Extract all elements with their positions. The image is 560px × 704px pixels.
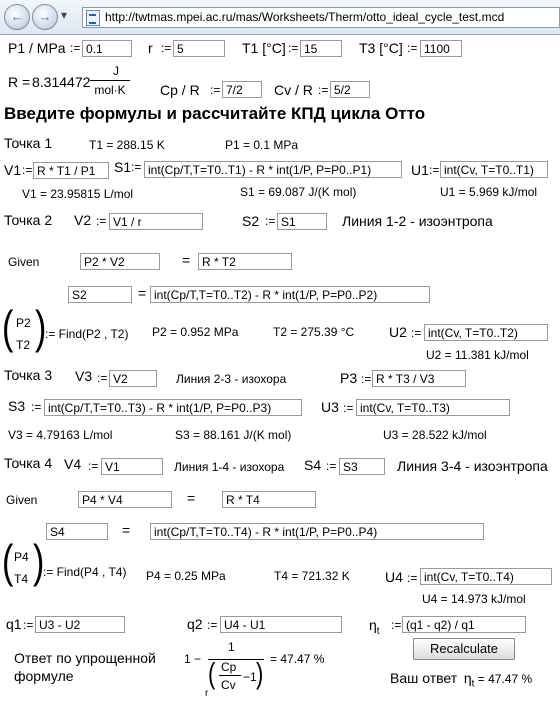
u3-result: U3 = 28.522 kJ/mol: [383, 428, 487, 442]
find-p4-label: P4: [14, 550, 29, 564]
s1-label: S1: [114, 159, 132, 175]
point2-title: Точка 2: [4, 212, 53, 228]
s2-eq-right-input[interactable]: int(Cp/T,T=T0..T2) - R * int(1/P, P=P0..P2): [150, 286, 430, 303]
v4-formula-input[interactable]: V1: [101, 458, 163, 475]
u1-label: U1: [411, 162, 429, 178]
p4v4-input[interactable]: P4 * V4: [78, 491, 172, 508]
simp-numerator: 1: [228, 640, 235, 654]
t3-label: T3 [°C]: [359, 40, 403, 56]
v3-formula-input[interactable]: V2: [109, 370, 157, 387]
u3-label: U3: [321, 399, 339, 415]
equals-sign: =: [187, 490, 196, 506]
u1-formula-input[interactable]: int(Cv, T=T0..T1): [440, 161, 548, 178]
s1-result: S1 = 69.087 J/(K mol): [240, 185, 357, 199]
v3-label: V3: [75, 368, 93, 384]
back-arrow-icon: ←: [10, 9, 24, 24]
v1-formula-input[interactable]: R * T1 / P1: [33, 162, 109, 179]
assign-op: :=: [391, 618, 402, 632]
assign-op: :=: [407, 41, 418, 55]
q1-formula-input[interactable]: U3 - U2: [35, 616, 125, 633]
back-button[interactable]: [4, 4, 30, 30]
s4-eq-right-input[interactable]: int(Cp/T,T=T0..T4) - R * int(1/P, P=P0..P4): [150, 523, 484, 540]
given-label: Given: [8, 255, 40, 269]
assign-op: :=: [70, 41, 81, 55]
point3-title: Точка 3: [4, 367, 53, 383]
u3-formula-input[interactable]: int(Cv, T=T0..T3): [356, 399, 510, 416]
given-label: Given: [6, 493, 38, 507]
find-p2-label: P2: [16, 316, 31, 330]
u2-result: U2 = 11.381 kJ/mol: [426, 348, 529, 362]
line23-note: Линия 2-3 - изохора: [176, 372, 287, 386]
t2-result: T2 = 275.39 °C: [273, 325, 355, 339]
line34-note: Линия 3-4 - изоэнтропа: [397, 458, 548, 474]
assign-op: :=: [97, 371, 108, 385]
simp-one-minus: 1 −: [184, 652, 202, 666]
rt2-input[interactable]: R * T2: [198, 253, 292, 270]
assign-op: :=: [131, 160, 142, 174]
u2-label: U2: [389, 324, 407, 340]
t1-result: T1 = 288.15 K: [89, 138, 165, 152]
simp-cp-cv-bar: [219, 675, 241, 676]
assign-op: :=: [411, 326, 422, 340]
q1-label: q1: [6, 616, 22, 632]
u1-result: U1 = 5.969 kJ/mol: [440, 185, 538, 199]
cp-input[interactable]: 7/2: [222, 81, 262, 98]
s3-formula-input[interactable]: int(Cp/T,T=T0..T3) - R * int(1/P, P=P0..P3): [44, 399, 302, 416]
p3-formula-input[interactable]: R * T3 / V3: [372, 370, 466, 387]
your-answer: Ваш ответ $\eta_t = 47.47$ %: [390, 670, 533, 690]
page-heading: Введите формулы и рассчитайте КПД цикла Отто: [4, 104, 426, 123]
p4-result: P4 = 0.25 MPa: [146, 569, 226, 583]
q2-formula-input[interactable]: U4 - U1: [220, 616, 342, 633]
assign-op: :=: [96, 214, 107, 228]
right-paren: ): [35, 302, 47, 354]
assign-op: :=: [210, 83, 221, 97]
p1-input[interactable]: 0.1: [82, 40, 132, 57]
assign-op: :=: [288, 41, 299, 55]
right-paren: ): [256, 656, 264, 691]
find-t4-label: T4: [14, 572, 29, 586]
point1-title: Точка 1: [4, 135, 53, 151]
simplified-answer-label-line2: формуле: [14, 668, 74, 684]
address-url: http://twtmas.mpei.ac.ru/mas/Worksheets/Therm/otto_ideal_cycle_test.mcd: [105, 10, 505, 24]
p2v2-input[interactable]: P2 * V2: [80, 253, 160, 270]
left-paren: (: [2, 536, 14, 588]
eta-label: $\eta_t$: [369, 617, 380, 637]
R-unit-numerator: J: [113, 64, 119, 78]
s2-eq-left-input[interactable]: S2: [68, 286, 132, 303]
s1-formula-input[interactable]: int(Cp/T,T=T0..T1) - R * int(1/P, P=P0..P1): [144, 161, 402, 178]
v2-formula-input[interactable]: V1 / r: [109, 213, 203, 230]
cv-label: Cv / R: [274, 82, 313, 98]
s4-formula-input[interactable]: S3: [339, 458, 385, 475]
s2-label: S2: [242, 213, 260, 229]
page-icon: [86, 10, 100, 26]
line12-note: Линия 1-2 - изоэнтропа: [342, 213, 493, 229]
assign-op: :=: [207, 618, 218, 632]
r-label: r: [148, 40, 153, 56]
point4-title: Точка 4: [4, 455, 53, 471]
R-value: 8.314472: [32, 74, 91, 90]
find-p4-t4: := Find(P4 , T4): [43, 565, 127, 579]
v3-result: V3 = 4.79163 L/mol: [8, 428, 113, 442]
assign-op: :=: [31, 400, 42, 414]
p3-label: P3: [340, 370, 358, 386]
p1-result: P1 = 0.1 MPa: [225, 138, 299, 152]
s4-label: S4: [304, 457, 322, 473]
u4-result: U4 = 14.973 kJ/mol: [422, 592, 526, 606]
cv-input[interactable]: 5/2: [330, 81, 370, 98]
left-paren: (: [208, 656, 216, 691]
assign-op: :=: [326, 459, 337, 473]
simp-cv: Cv: [221, 678, 236, 692]
assign-op: :=: [161, 41, 172, 55]
address-bar[interactable]: [82, 7, 560, 28]
R-label: R: [8, 74, 19, 90]
equals-sign: =: [182, 252, 191, 268]
assign-op: :=: [407, 571, 418, 585]
t1-label: T1 [°C]: [242, 40, 286, 56]
v2-label: V2: [74, 212, 92, 228]
eta-formula-input[interactable]: (q1 - q2) / q1: [402, 616, 526, 633]
p2-result: P2 = 0.952 MPa: [152, 325, 239, 339]
equals-sign: =: [122, 522, 131, 538]
R-unit-fraction-bar: [90, 80, 130, 81]
r-input[interactable]: 5: [173, 40, 225, 57]
v1-label: V1: [4, 162, 22, 178]
R-equals: =: [22, 74, 31, 90]
t1-input[interactable]: 15: [300, 40, 342, 57]
assign-op: :=: [429, 163, 440, 177]
assign-op: :=: [23, 618, 34, 632]
recalculate-button[interactable]: Recalculate: [413, 638, 515, 660]
rt4-input[interactable]: R * T4: [222, 491, 316, 508]
q2-label: q2: [187, 616, 203, 632]
t3-input[interactable]: 1100: [420, 40, 462, 57]
u4-label: U4: [385, 569, 403, 585]
assign-op: :=: [361, 372, 372, 386]
s3-result: S3 = 88.161 J/(K mol): [175, 428, 292, 442]
t4-result: T4 = 721.32 K: [274, 569, 350, 583]
cp-label: Cp / R: [160, 82, 200, 98]
right-paren: ): [33, 536, 45, 588]
assign-op: :=: [318, 83, 329, 97]
assign-op: :=: [88, 459, 99, 473]
R-unit-denominator: mol·K: [94, 83, 126, 97]
p1-label: P1 / MPa: [8, 40, 66, 56]
forward-arrow-icon: →: [38, 9, 52, 24]
history-dropdown-icon[interactable]: ▾: [61, 8, 68, 22]
assign-op: :=: [343, 401, 354, 415]
forward-button[interactable]: [32, 4, 58, 30]
simp-cp: Cp: [221, 660, 237, 674]
u2-formula-input[interactable]: int(Cv, T=T0..T2): [424, 324, 548, 341]
assign-op: :=: [22, 163, 33, 177]
simplified-answer-label-line1: Ответ по упрощенной: [14, 650, 156, 666]
find-t2-label: T2: [16, 338, 31, 352]
find-p2-t2: := Find(P2 , T2): [45, 327, 129, 341]
s2-formula-input[interactable]: S1: [277, 213, 327, 230]
v1-result: V1 = 23.95815 L/mol: [22, 187, 134, 201]
s3-label: S3: [8, 398, 26, 414]
equals-sign: =: [138, 285, 147, 301]
simp-minus-one: −1: [243, 670, 257, 684]
assign-op: :=: [265, 214, 276, 228]
simp-r: r: [205, 688, 209, 699]
s4-eq-left-input[interactable]: S4: [46, 523, 108, 540]
v4-label: V4: [64, 456, 82, 472]
left-paren: (: [2, 302, 14, 354]
line14-note: Линия 1-4 - изохора: [174, 460, 285, 474]
browser-toolbar: [0, 0, 560, 35]
simplified-result: = 47.47 %: [270, 652, 325, 666]
u4-formula-input[interactable]: int(Cv, T=T0..T4): [420, 568, 552, 585]
